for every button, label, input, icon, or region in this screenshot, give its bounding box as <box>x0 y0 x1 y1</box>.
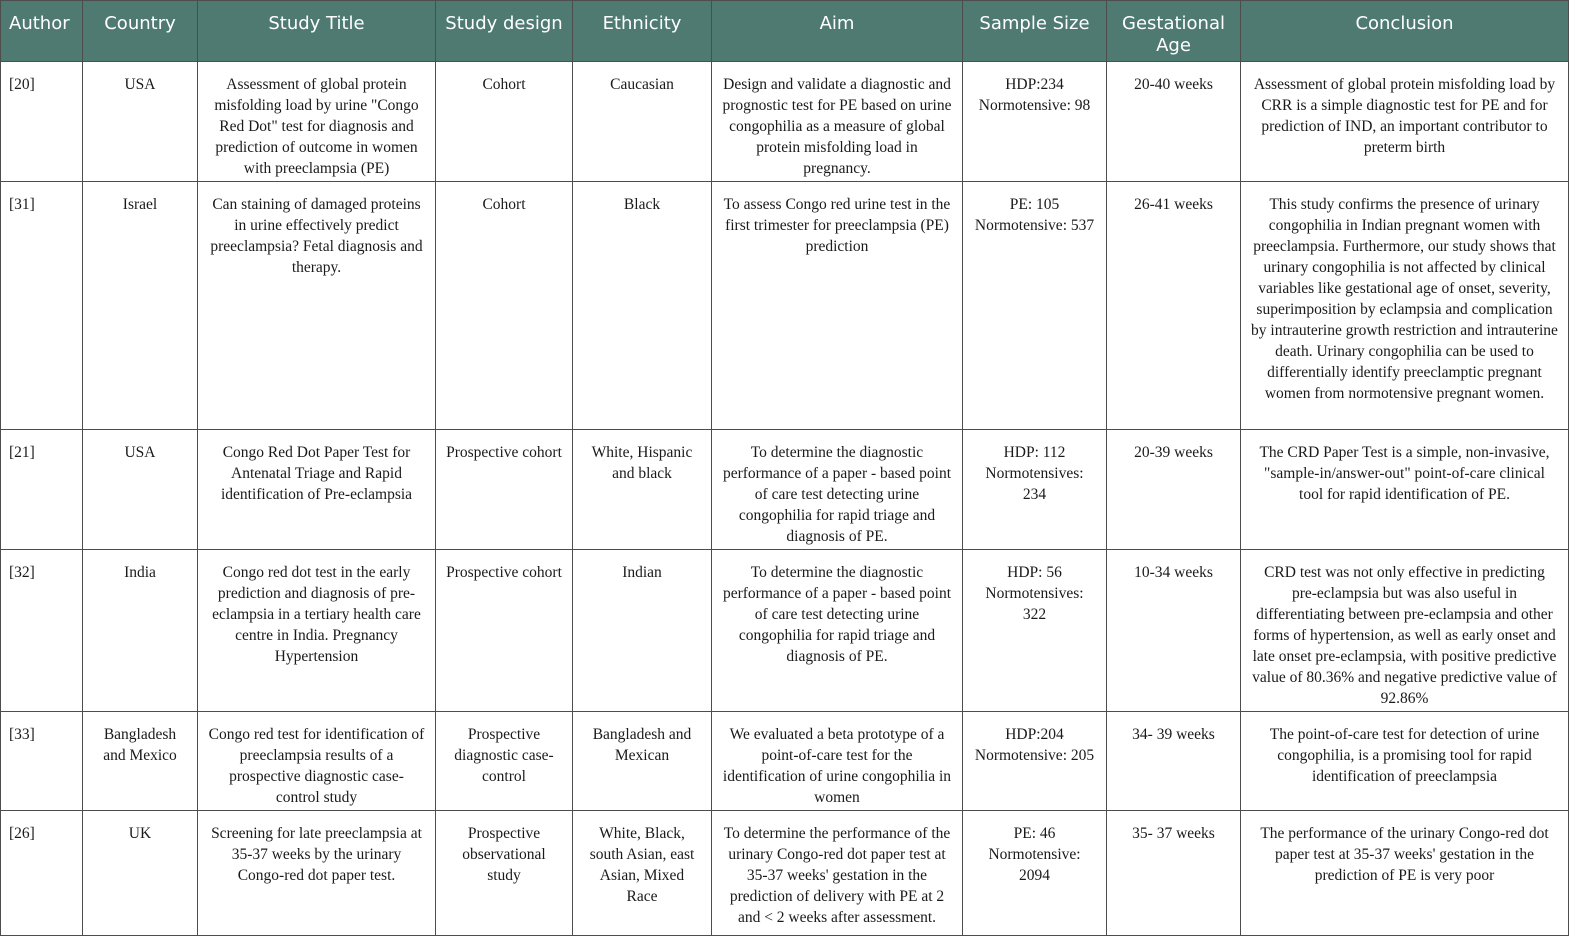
cell-study-design: Prospective cohort <box>436 430 573 550</box>
cell-gestational-age: 10-34 weeks <box>1107 550 1241 712</box>
cell-country: USA <box>83 430 198 550</box>
cell-country: USA <box>83 62 198 182</box>
cell-aim: To determine the diagnostic performance of a paper - based point of care test detecting urine congophilia for rapid triage and diagnosis of PE. <box>712 430 963 550</box>
cell-study-title: Congo red dot test in the early prediction and diagnosis of pre-eclampsia in a tertiary health care centre in India. Pregnancy Hypertension <box>198 550 436 712</box>
table-row <box>1 712 1569 811</box>
table-row <box>1 811 1569 936</box>
header-sample-size: Sample Size <box>963 1 1107 62</box>
header-row <box>1 1 1569 62</box>
cell-aim: To determine the performance of the urinary Congo-red dot paper test at 35-37 weeks' gestation in the prediction of delivery with PE at 2 and < 2 weeks after assessment. <box>712 811 963 936</box>
cell-conclusion: CRD test was not only effective in predicting pre-eclampsia but was also useful in differentiating between pre-eclampsia and other forms of hypertension, as well as early onset and late onset pre-eclampsia, with positive predictive value of 80.36% and negative predictive value of 92.86% <box>1241 550 1569 712</box>
cell-sample-size: HDP:234 Normotensive: 98 <box>963 62 1107 182</box>
header-conclusion: Conclusion <box>1241 1 1569 62</box>
header-study-title: Study Title <box>198 1 436 62</box>
cell-gestational-age: 20-39 weeks <box>1107 430 1241 550</box>
cell-country: Israel <box>83 182 198 430</box>
cell-conclusion: Assessment of global protein misfolding load by CRR is a simple diagnostic test for PE and for prediction of IND, an important contributor to preterm birth <box>1241 62 1569 182</box>
cell-conclusion: The point-of-care test for detection of urine congophilia, is a promising tool for rapid identification of preeclampsia <box>1241 712 1569 811</box>
cell-ethnicity: White, Hispanic and black <box>573 430 712 550</box>
cell-study-title: Congo Red Dot Paper Test for Antenatal Triage and Rapid identification of Pre-eclampsia <box>198 430 436 550</box>
cell-aim: To assess Congo red urine test in the first trimester for preeclampsia (PE) prediction <box>712 182 963 430</box>
cell-author: [33] <box>1 712 83 811</box>
cell-aim: We evaluated a beta prototype of a point-of-care test for the identification of urine congophilia in women <box>712 712 963 811</box>
cell-sample-size: HDP:204 Normotensive: 205 <box>963 712 1107 811</box>
header-gestational-age: Gestational Age <box>1107 1 1241 62</box>
header-study-design: Study design <box>436 1 573 62</box>
cell-author: [26] <box>1 811 83 936</box>
cell-sample-size: HDP: 112 Normotensives: 234 <box>963 430 1107 550</box>
cell-gestational-age: 35- 37 weeks <box>1107 811 1241 936</box>
cell-study-design: Prospective cohort <box>436 550 573 712</box>
cell-study-title: Assessment of global protein misfolding load by urine "Congo Red Dot" test for diagnosis and prediction of outcome in women with preeclampsia (PE) <box>198 62 436 182</box>
header-country: Country <box>83 1 198 62</box>
header-ethnicity: Ethnicity <box>573 1 712 62</box>
table-row <box>1 430 1569 550</box>
header-author: Author <box>1 1 83 62</box>
cell-author: [32] <box>1 550 83 712</box>
cell-country: Bangladesh and Mexico <box>83 712 198 811</box>
cell-study-design: Prospective observational study <box>436 811 573 936</box>
cell-ethnicity: Black <box>573 182 712 430</box>
cell-ethnicity: Indian <box>573 550 712 712</box>
cell-sample-size: PE: 105 Normotensive: 537 <box>963 182 1107 430</box>
table-row <box>1 62 1569 182</box>
cell-conclusion: The CRD Paper Test is a simple, non-invasive, "sample-in/answer-out" point-of-care clinical tool for rapid identification of PE. <box>1241 430 1569 550</box>
cell-gestational-age: 34- 39 weeks <box>1107 712 1241 811</box>
cell-study-design: Prospective diagnostic case-control <box>436 712 573 811</box>
cell-ethnicity: Bangladesh and Mexican <box>573 712 712 811</box>
cell-country: India <box>83 550 198 712</box>
table-row <box>1 550 1569 712</box>
header-aim: Aim <box>712 1 963 62</box>
cell-aim: To determine the diagnostic performance of a paper - based point of care test detecting urine congophilia for rapid triage and diagnosis of PE. <box>712 550 963 712</box>
cell-study-title: Can staining of damaged proteins in urine effectively predict preeclampsia? Fetal diagnosis and therapy. <box>198 182 436 430</box>
cell-conclusion: The performance of the urinary Congo-red dot paper test at 35-37 weeks' gestation in the prediction of PE is very poor <box>1241 811 1569 936</box>
cell-study-title: Congo red test for identification of preeclampsia results of a prospective diagnostic case-control study <box>198 712 436 811</box>
cell-study-design: Cohort <box>436 182 573 430</box>
cell-sample-size: PE: 46 Normotensive: 2094 <box>963 811 1107 936</box>
cell-author: [20] <box>1 62 83 182</box>
cell-ethnicity: Caucasian <box>573 62 712 182</box>
cell-sample-size: HDP: 56 Normotensives: 322 <box>963 550 1107 712</box>
cell-study-design: Cohort <box>436 62 573 182</box>
cell-ethnicity: White, Black, south Asian, east Asian, Mixed Race <box>573 811 712 936</box>
cell-gestational-age: 20-40 weeks <box>1107 62 1241 182</box>
cell-country: UK <box>83 811 198 936</box>
cell-author: [21] <box>1 430 83 550</box>
cell-gestational-age: 26-41 weeks <box>1107 182 1241 430</box>
table-row <box>1 182 1569 430</box>
cell-conclusion: This study confirms the presence of urinary congophilia in Indian pregnant women with preeclampsia. Furthermore, our study shows that urinary congophilia is not affected by clinical variables like gestational age of onset, severity, superimposition by eclampsia and complication by intrauterine growth restriction and intrauterine death. Urinary congophilia can be used to differentially identify preeclamptic pregnant women from normotensive pregnant women. <box>1241 182 1569 430</box>
cell-aim: Design and validate a diagnostic and prognostic test for PE based on urine congophilia as a measure of global protein misfolding load in pregnancy. <box>712 62 963 182</box>
cell-study-title: Screening for late preeclampsia at 35-37 weeks by the urinary Congo-red dot paper test. <box>198 811 436 936</box>
cell-author: [31] <box>1 182 83 430</box>
